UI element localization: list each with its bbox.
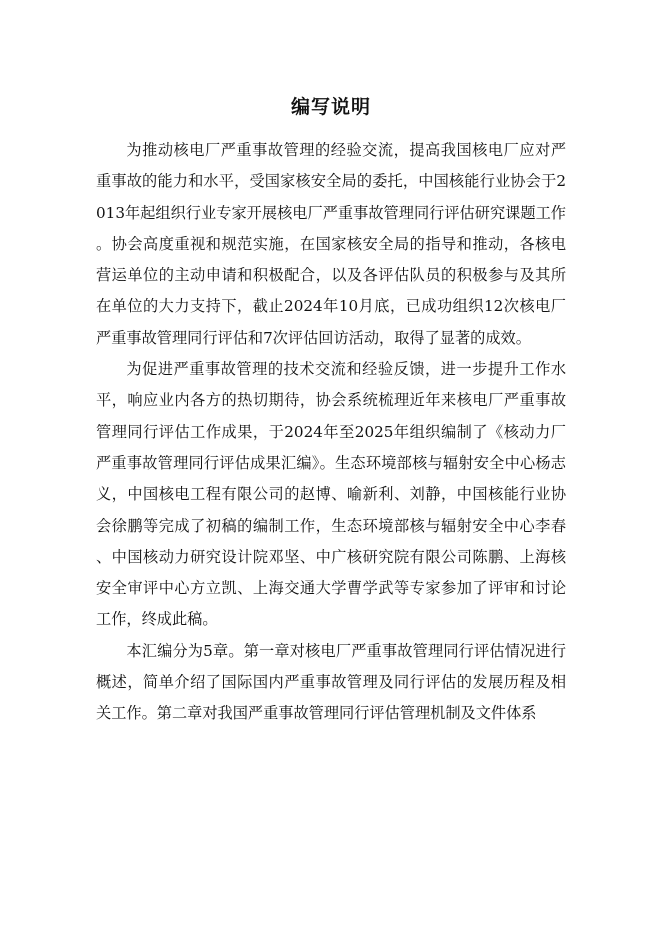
paragraph-2: 为促进严重事故管理的技术交流和经验反馈，进一步提升工作水平，响应业内各方的热切期待，协会系统梳理近年来核电厂严重事故管理同行评估工作成果，于2024年至2025年组织编制了《核动力厂严重事故管理同行评估成果汇编》。生态环境部核与辐射安全中心杨志义，中国核电工程有限公司的赵博、喻新利、刘静，中国核能行业协会徐鹏等完成了初稿的编制工作，生态环境部核与辐射安全中心李春、中国核动力研究设计院邓坚、中广核研究院有限公司陈鹏、上海核安全审评中心方立凯、上海交通大学曹学武等专家参加了评审和讨论工作，终成此稿。 (96, 360, 566, 629)
paragraph-3: 本汇编分为5章。第一章对核电厂严重事故管理同行评估情况进行概述，简单介绍了国际国内严重事故管理及同行评估的发展历程及相关工作。第二章对我国严重事故管理同行评估管理机制及文件体系 (96, 641, 566, 723)
document-title: 编写说明 (290, 96, 371, 118)
paragraph-1: 为推动核电厂严重事故管理的经验交流，提高我国核电厂应对严重事故的能力和水平，受国家核安全局的委托，中国核能行业协会于2013年起组织行业专家开展核电厂严重事故管理同行评估研究课题工作。协会高度重视和规范实施，在国家核安全局的指导和推动，各核电营运单位的主动申请和积极配合，以及各评估队员的积极参与及其所在单位的大力支持下，截止2024年10月底，已成功组织12次核电厂严重事故管理同行评估和7次评估回访活动，取得了显著的成效。 (96, 141, 566, 347)
document-body (96, 135, 566, 730)
